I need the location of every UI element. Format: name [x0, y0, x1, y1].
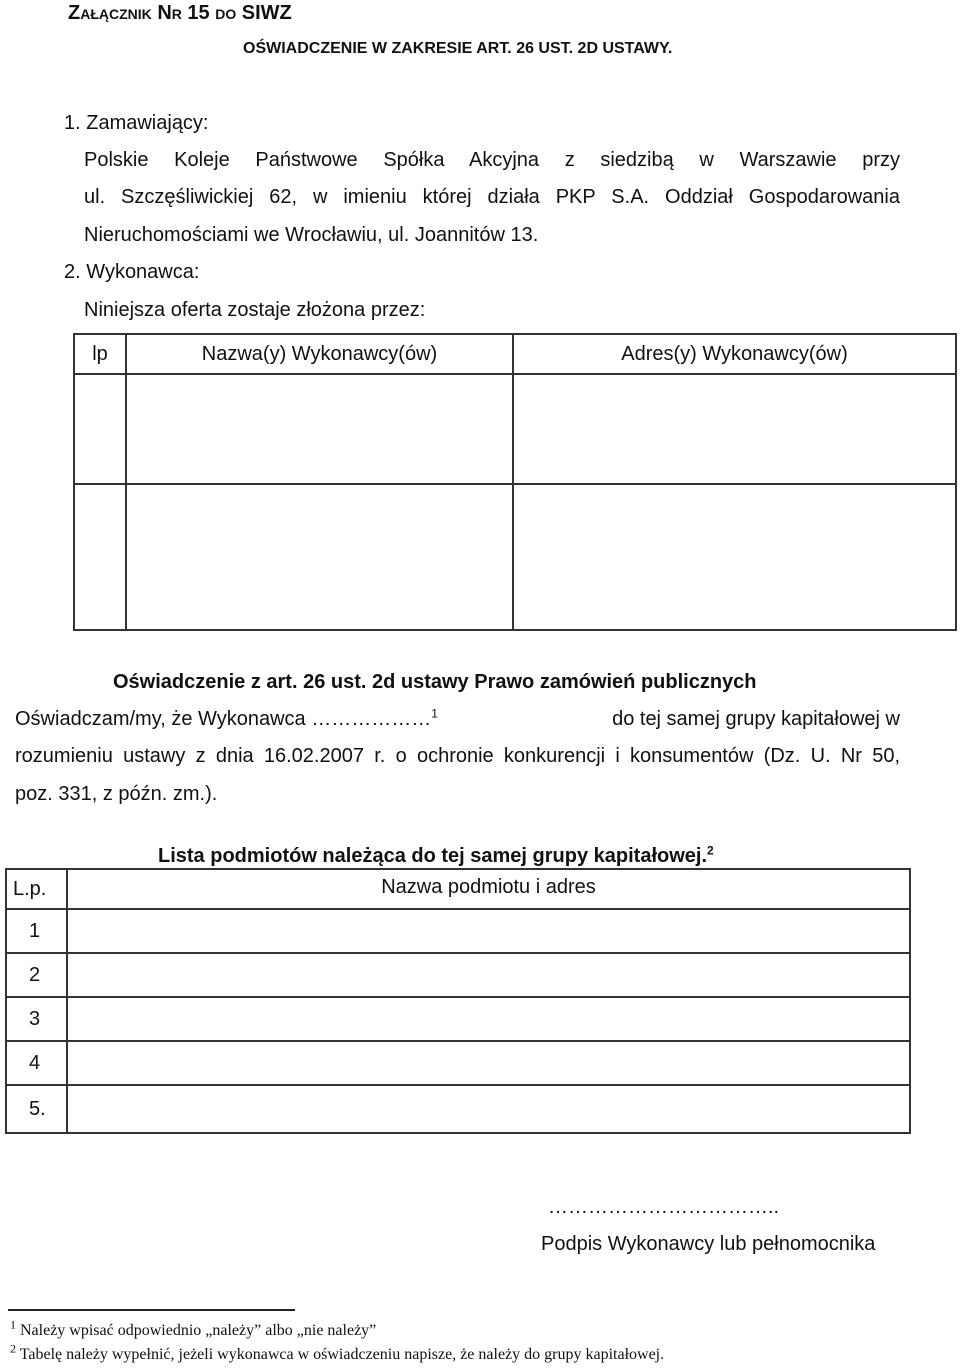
group-list-title-text: Lista podmiotów należąca do tej samej grupy kapitałowej.	[158, 845, 708, 867]
section1-line-1: Polskie Koleje Państwowe Spółka Akcyjna z siedzibą w Warszawie przy	[84, 149, 900, 171]
contractor-name-cell[interactable]	[126, 374, 513, 484]
statement-heading: Oświadczenie z art. 26 ust. 2d ustawy Prawo zamówień publicznych	[113, 671, 757, 693]
section1-line-2: ul. Szczęśliwickiej 62, w imieniu której działa PKP S.A. Oddział Gospodarowania	[84, 186, 900, 208]
column-header-entity: Nazwa podmiotu i adres	[67, 869, 910, 909]
group-entity-cell[interactable]	[67, 909, 910, 953]
group-list-table	[5, 868, 911, 1134]
contractor-table	[73, 333, 957, 631]
group-entity-cell[interactable]	[67, 997, 910, 1041]
section1-line-3: Nieruchomościami we Wrocławiu, ul. Joannitów 13.	[84, 224, 539, 246]
contractor-address-cell[interactable]	[513, 484, 956, 630]
statement-line1-end: do tej samej grupy kapitałowej w	[612, 708, 900, 730]
footnote-1-text: Należy wpisać odpowiednio „należy” albo „nie należy”	[20, 1322, 377, 1339]
group-row-number: 4	[6, 1041, 67, 1085]
column-header-lp: lp	[74, 334, 126, 374]
group-list-title	[158, 845, 714, 868]
statement-line1-start: Oświadczam/my, że Wykonawca	[15, 708, 306, 730]
footnote-2-text: Tabelę należy wypełnić, jeżeli wykonawca w oświadczeniu napisze, że należy do grupy kapitałowej.	[19, 1346, 665, 1363]
group-row-number: 5.	[6, 1085, 67, 1133]
column-header-name: Nazwa(y) Wykonawcy(ów)	[126, 334, 513, 374]
contractor-address-cell[interactable]	[513, 374, 956, 484]
footnote-1	[10, 1317, 377, 1340]
group-row-number: 3	[6, 997, 67, 1041]
column-header-lp: L.p.	[6, 869, 67, 909]
section1-heading: 1. Zamawiający:	[64, 112, 209, 134]
footnote-ref-2: 2	[707, 843, 714, 858]
contractor-lp-cell[interactable]	[74, 484, 126, 630]
signature-line[interactable]: ……………………………..	[548, 1196, 780, 1218]
signature-label: Podpis Wykonawcy lub pełnomocnika	[541, 1233, 876, 1255]
footnote-2	[10, 1341, 665, 1364]
footnote-1-number: 1	[10, 1317, 16, 1332]
declaration-title: OŚWIADCZENIE W ZAKRESIE ART. 26 UST. 2D USTAWY.	[243, 40, 673, 57]
section2-intro: Niniejsza oferta zostaje złożona przez:	[84, 299, 426, 321]
statement-line-1	[15, 708, 900, 731]
attachment-title: Załącznik Nr 15 do SIWZ	[68, 2, 292, 24]
footnote-ref-1: 1	[431, 706, 438, 721]
statement-line-3: poz. 331, z późn. zm.).	[15, 783, 218, 805]
group-entity-cell[interactable]	[67, 1085, 910, 1133]
footnote-2-number: 2	[10, 1341, 16, 1356]
footnote-separator	[8, 1309, 295, 1311]
contractor-name-blank[interactable]: ………………	[311, 708, 432, 730]
contractor-name-cell[interactable]	[126, 484, 513, 630]
group-row-number: 1	[6, 909, 67, 953]
contractor-lp-cell[interactable]	[74, 374, 126, 484]
section2-heading: 2. Wykonawca:	[64, 261, 200, 283]
statement-line-2: rozumieniu ustawy z dnia 16.02.2007 r. o ochronie konkurencji i konsumentów (Dz. U. Nr 50,	[15, 745, 900, 767]
group-row-number: 2	[6, 953, 67, 997]
group-entity-cell[interactable]	[67, 1041, 910, 1085]
group-entity-cell[interactable]	[67, 953, 910, 997]
column-header-address: Adres(y) Wykonawcy(ów)	[513, 334, 956, 374]
